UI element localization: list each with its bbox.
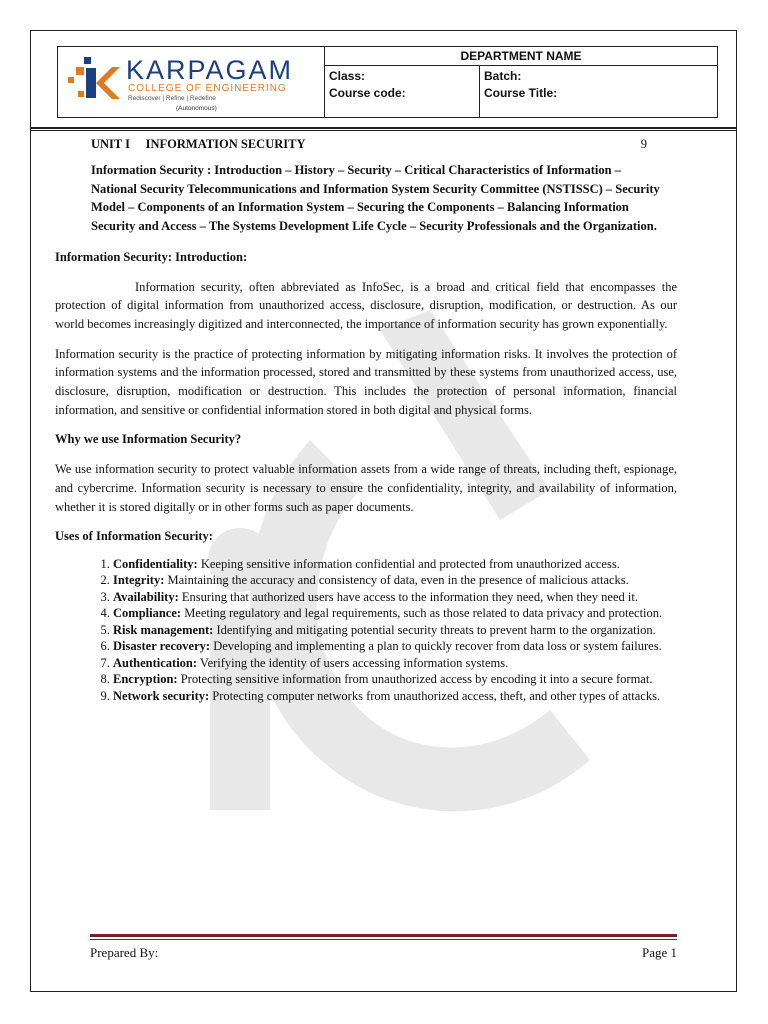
footer-divider	[90, 934, 677, 937]
list-item: 7. Authentication: Verifying the identity of users accessing information systems.	[113, 655, 677, 672]
class-label: Class:	[329, 69, 366, 83]
unit-heading	[55, 135, 677, 155]
why-heading: Why we use Information Security?	[55, 432, 242, 447]
header-divider	[30, 127, 737, 129]
uses-heading: Uses of Information Security:	[55, 529, 213, 544]
list-item: 3. Availability: Ensuring that authorized users have access to the information they need, when they need it.	[113, 589, 677, 606]
batch-label: Batch:	[484, 69, 522, 83]
course-title-label: Course Title:	[484, 86, 558, 100]
list-item: 5. Risk management: Identifying and mitigating potential security threats to prevent harm to the organization.	[113, 622, 677, 639]
list-item: 9. Network security: Protecting computer networks from unauthorized access, theft, and other types of attacks.	[113, 688, 677, 705]
page-number: Page 1	[641, 945, 677, 960]
college-logo	[58, 47, 325, 117]
college-subtitle: COLLEGE OF ENGINEERING	[128, 83, 287, 94]
list-item: 2. Integrity: Maintaining the accuracy and consistency of data, even in the presence of malicious attacks.	[113, 572, 677, 589]
page-footer	[90, 945, 677, 961]
why-paragraph: We use information security to protect valuable information assets from a wide range of threats, including theft, espionage, and cybercrime. Information security is necessary to ensure the confidentiality, integrity, and availability of information, whether it is stored digitally or in other forms such as paper documents.	[55, 462, 677, 514]
college-name: KARPAGAM	[126, 55, 294, 85]
header-divider-thin	[30, 130, 737, 131]
list-item: 4. Compliance: Meeting regulatory and legal requirements, such as those related to data privacy and protection.	[113, 605, 677, 622]
college-logo-icon	[68, 55, 120, 107]
footer-divider-thin	[90, 939, 677, 940]
college-tagline: Rediscover | Refine | Redefine	[128, 95, 216, 102]
prepared-by: Prepared By:	[90, 945, 159, 960]
unit-syllabus: Information Security : Introduction – History – Security – Critical Characteristics of Information – National Security Telecommunications and Information System Security Committee (NSTISSC) – Security Model – Components of an Information System – Securing the Components – Balancing Information Security and Access – The Systems Development Life Cycle – Security Professionals and the Organization.	[91, 163, 660, 234]
college-autonomous: (Autonomous)	[176, 105, 217, 112]
unit-hours: 9	[640, 137, 647, 151]
page-header	[57, 46, 718, 118]
list-item: 8. Encryption: Protecting sensitive information from unauthorized access by encoding it into a secure format.	[113, 671, 677, 688]
course-code-label: Course code:	[329, 86, 406, 100]
department-name: DEPARTMENT NAME	[325, 47, 717, 66]
unit-title: UNIT I INFORMATION SECURITY	[91, 137, 306, 151]
course-info	[325, 47, 717, 117]
intro-paragraph-2: Information security is the practice of protecting information by mitigating information risks. It involves the protection of information systems and the information processed, stored and transmitted by these systems from unauthorized access, use, disclosure, disruption, modification or destruction. This includes the protection of personal information, financial information, and sensitive or confidential information stored in both digital and physical forms.	[55, 346, 677, 417]
intro-paragraph-1: Information security, often abbreviated as InfoSec, is a broad and critical field that encompasses the protection of digital information from unauthorized access, disclosure, disruption, modification, or destruction. As our world becomes increasingly digitized and interconnected, the importance of information security has grown exponentially.	[55, 279, 677, 331]
intro-heading: Information Security: Introduction:	[55, 249, 248, 264]
document-body	[55, 135, 677, 704]
list-item: 1. Confidentiality: Keeping sensitive information confidential and protected from unauthorized access.	[113, 556, 677, 573]
uses-list	[55, 556, 677, 705]
list-item: 6. Disaster recovery: Developing and implementing a plan to quickly recover from data loss or system failures.	[113, 638, 677, 655]
